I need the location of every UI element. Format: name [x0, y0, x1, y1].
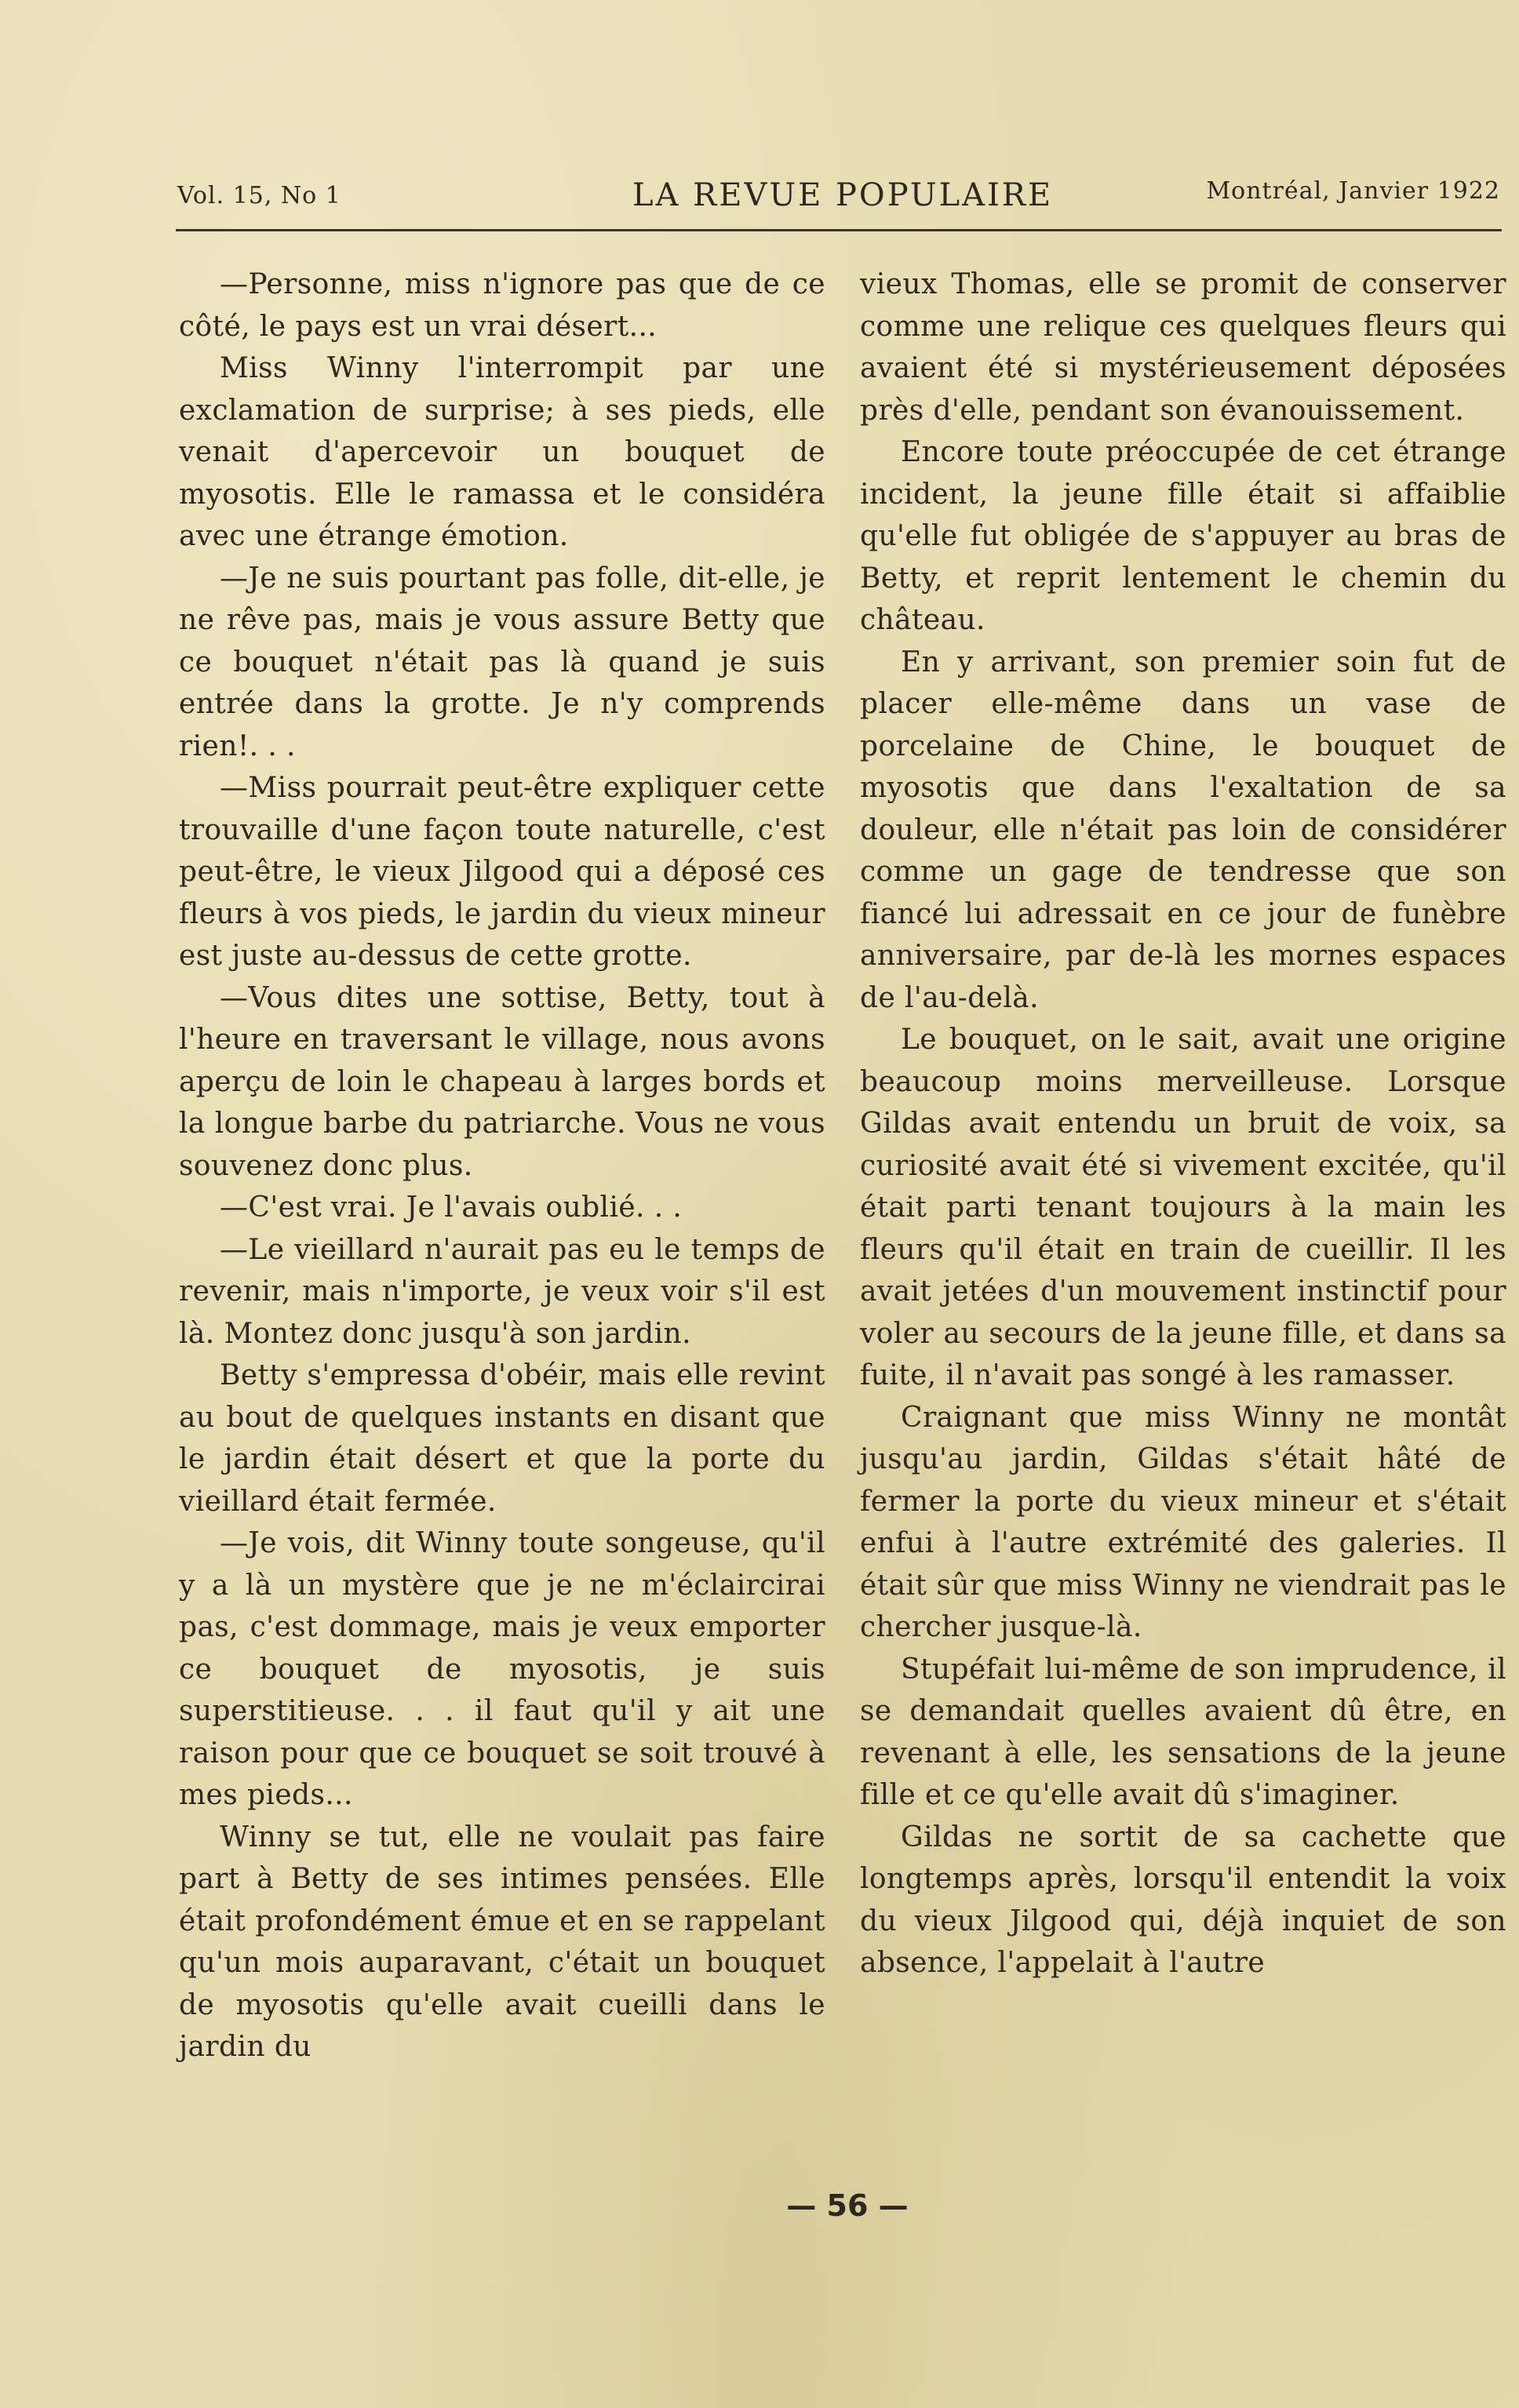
- header-rule: [176, 229, 1502, 231]
- paragraph: Craignant que miss Winny ne montât jusqu'au jardin, Gildas s'était hâté de fermer la porte du vieux mineur et s'était enfui à l'autre extrémité des galeries. Il était sûr que miss Winny ne viendrait pas le chercher jusque-là.: [860, 1401, 1506, 1643]
- left-column: [179, 264, 825, 2068]
- paragraph: Miss Winny l'interrompit par une exclamation de surprise; à ses pieds, elle venait d'apercevoir un bouquet de myosotis. Elle le ramassa et le considéra avec une étrange émotion.: [179, 352, 825, 552]
- paragraph: Le bouquet, on le sait, avait une origine beaucoup moins merveilleuse. Lorsque Gildas avait entendu un bruit de voix, sa curiosité avait été si vivement excitée, qu'il était parti tenant toujours à la main les fleurs qu'il était en train de cueillir. Il les avait jetées d'un mouvement instinctif pour voler au secours de la jeune fille, et dans sa fuite, il n'avait pas songé à les ramasser.: [860, 1024, 1506, 1391]
- paragraph: —C'est vrai. Je l'avais oublié. . .: [220, 1191, 683, 1224]
- paragraph: En y arrivant, son premier soin fut de placer elle-même dans un vase de porcelaine de Chine, le bouquet de myosotis que dans l'exaltation de sa douleur, elle n'était pas loin de considérer comme un gage de tendresse que son fiancé lui adressait en ce jour de funèbre anniversaire, par de-là les mornes espaces de l'au-delà.: [860, 646, 1506, 1014]
- paragraph: —Personne, miss n'ignore pas que de ce côté, le pays est un vrai désert...: [179, 268, 825, 343]
- paragraph: Stupéfait lui-même de son imprudence, il se demandait quelles avaient dû être, en revenant à elle, les sensations de la jeune fille et ce qu'elle avait dû s'imaginer.: [860, 1653, 1506, 1811]
- paragraph: Betty s'empressa d'obéir, mais elle revint au bout de quelques instants en disant que le jardin était désert et que la porte du vieillard était fermée.: [179, 1359, 825, 1518]
- paragraph: —Vous dites une sottise, Betty, tout à l'heure en traversant le village, nous avons aperçu de loin le chapeau à larges bords et la longue barbe du patriarche. Vous ne vous souvenez donc plus.: [179, 981, 825, 1182]
- page-number: — 56 —: [786, 2188, 909, 2223]
- paragraph: Winny se tut, elle ne voulait pas faire part à Betty de ses intimes pensées. Elle était profondément émue et en se rappelant qu'un mois auparavant, c'était un bouquet de myosotis qu'elle avait cueilli dans le jardin du: [179, 1821, 825, 2063]
- paragraph: Gildas ne sortit de sa cachette que longtemps après, lorsqu'il entendit la voix du vieux Jilgood qui, déjà inquiet de son absence, l'appelait à l'autre: [860, 1821, 1506, 1979]
- paragraph: —Le vieillard n'aurait pas eu le temps de revenir, mais n'importe, je veux voir s'il est là. Montez donc jusqu'à son jardin.: [179, 1233, 825, 1350]
- volume-issue: Vol. 15, No 1: [177, 182, 341, 209]
- paragraph: —Je ne suis pourtant pas folle, dit-elle, je ne rêve pas, mais je vous assure Betty que ce bouquet n'était pas là quand je suis entrée dans la grotte. Je n'y comprends rien!. . .: [179, 562, 825, 762]
- running-header: [177, 177, 1500, 216]
- paragraph: —Je vois, dit Winny toute songeuse, qu'il y a là un mystère que je ne m'éclaircirai pas, c'est dommage, mais je veux emporter ce bouquet de myosotis, je suis superstitieuse. . . il faut qu'il y ait une raison pour que ce bouquet se soit trouvé à mes pieds...: [179, 1527, 825, 1811]
- dateline: Montréal, Janvier 1922: [1206, 177, 1500, 205]
- right-column: [860, 264, 1506, 1984]
- paragraph-continued: vieux Thomas, elle se promit de conserver comme une relique ces quelques fleurs qui avaient été si mystérieusement déposées près d'elle, pendant son évanouissement.: [860, 268, 1506, 427]
- publication-title: LA REVUE POPULAIRE: [632, 177, 1054, 213]
- paragraph: Encore toute préoccupée de cet étrange incident, la jeune fille était si affaiblie qu'elle fut obligée de s'appuyer au bras de Betty, et reprit lentement le chemin du château.: [860, 436, 1506, 636]
- paragraph: —Miss pourrait peut-être expliquer cette trouvaille d'une façon toute naturelle, c'est peut-être, le vieux Jilgood qui a déposé ces fleurs à vos pieds, le jardin du vieux mineur est juste au-dessus de cette grotte.: [179, 772, 825, 972]
